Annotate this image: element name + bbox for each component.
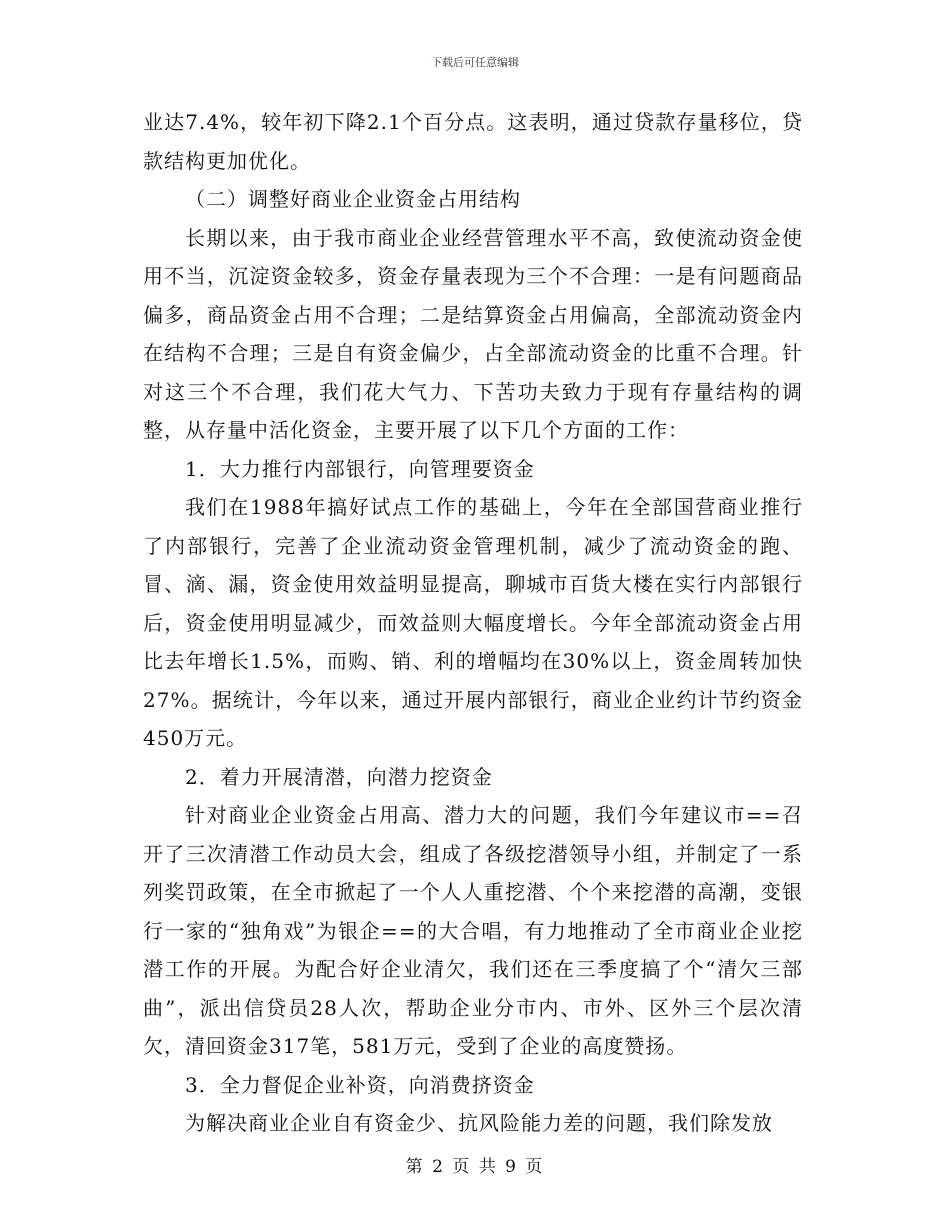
paragraph-1: 业达7.4%，较年初下降2.1个百分点。这表明，通过贷款存量移位，贷款结构更加优化。 (143, 110, 803, 173)
paragraph-7: 针对商业企业资金占用高、潜力大的问题，我们今年建议市==召开了三次清潜工作动员大会，组成了各级挖潜领导小组，并制定了一系列奖罚政策，在全市掀起了一个人人重挖潜、个个来挖潜的高潮，变银行一家的“独角戏”为银企==的大合唱，有力地推动了全市商业企业挖潜工作的开展。为配合好企业清欠，我们还在三季度搞了个“清欠三部曲”，派出信贷员28人次，帮助企业分市内、市外、区外三个层次清欠，清回资金317笔，581万元，受到了企业的高度赞扬。 (143, 803, 803, 1058)
subheading-internal-bank: 1．大力推行内部银行，向管理要资金 (185, 456, 535, 481)
section-heading-2: （二）调整好商业企业资金占用结构 (185, 187, 521, 211)
page-header: 下载后可任意编辑 (431, 56, 519, 69)
subheading-capital: 3．全力督促企业补资，向消费挤资金 (185, 1072, 535, 1097)
paragraph-5: 我们在1988年搞好试点工作的基础上，今年在全部国营商业推行了内部银行，完善了企业流动资金管理机制，减少了流动资金的跑、冒、滴、漏，资金使用效益明显提高，聊城市百货大楼在实行内部银行后，资金使用明显减少，而效益则大幅度增长。今年全部流动资金占用比去年增长1.5%，而购、销、利的增幅均在30%以上，资金周转加快27%。据统计，今年以来，通过开展内部银行，商业企业约计节约资金450万元。 (143, 495, 803, 750)
document-body (143, 103, 803, 1143)
paragraph-3: 长期以来，由于我市商业企业经营管理水平不高，致使流动资金使用不当，沉淀资金较多，资金存量表现为三个不合理：一是有问题商品偏多，商品资金占用不合理；二是结算资金占用偏高，全部流动资金内在结构不合理；三是自有资金偏少，占全部流动资金的比重不合理。针对这三个不合理，我们花大气力、下苦功夫致力于现有存量结构的调整，从存量中活化资金，主要开展了以下几个方面的工作： (143, 225, 803, 442)
page-footer: 第 2 页 共 9 页 (405, 1157, 545, 1177)
subheading-potential: 2．着力开展清潜，向潜力挖资金 (185, 764, 493, 789)
paragraph-9: 为解决商业企业自有资金少、抗风险能力差的问题，我们除发放 (185, 1111, 773, 1135)
